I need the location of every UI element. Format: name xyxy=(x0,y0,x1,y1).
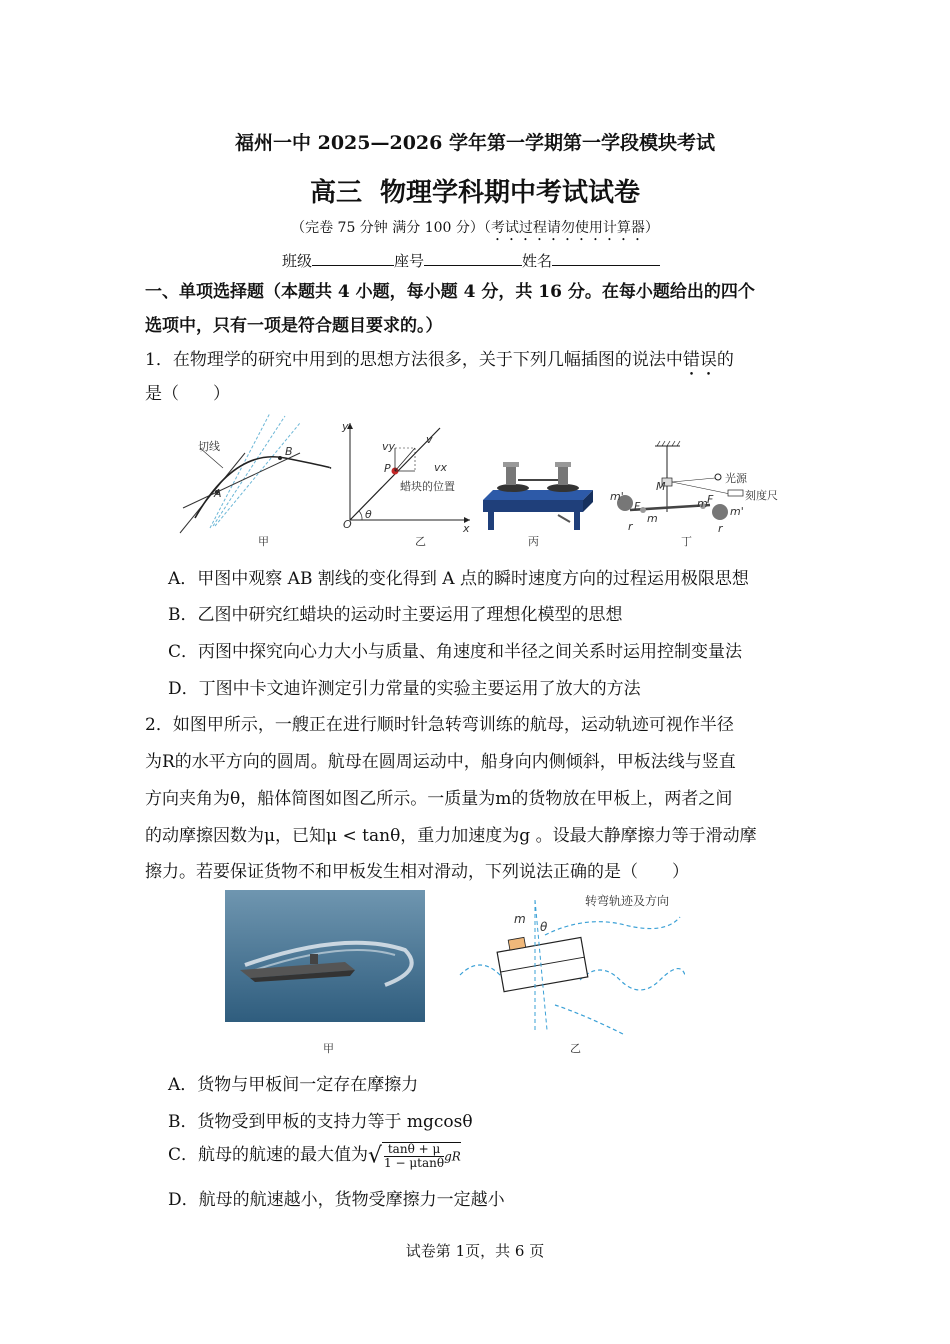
label-O: O xyxy=(343,518,352,531)
label-tangent: 切线 xyxy=(198,440,220,453)
label-F-right: F xyxy=(707,493,714,506)
q1-emphasis: 错误 xyxy=(682,350,717,370)
student-info-row xyxy=(282,250,660,271)
fraction-tail: gR xyxy=(444,1149,461,1163)
q2-stem-line5: 擦力。若要保证货物不和甲板发生相对滑动，下列说法正确的是（ ） xyxy=(145,862,689,882)
q2-label-m: m xyxy=(514,912,526,926)
page-title: 高三 物理学科期中考试试卷 xyxy=(309,178,641,208)
q1-figure-bing xyxy=(478,460,598,535)
calculator-note: （考试过程请勿使用计算器） xyxy=(483,220,659,236)
label-vx: vx xyxy=(434,461,448,474)
q1-option-b[interactable]: B．乙图中研究红蜡块的运动时主要运用了理想化模型的思想 xyxy=(168,605,623,625)
caption-jia: 甲 xyxy=(258,535,269,548)
label-M: M xyxy=(656,480,666,493)
q2-stem-line4: 的动摩擦因数为μ，已知μ < tanθ，重力加速度为g 。设最大静摩擦力等于滑动摩 xyxy=(145,826,757,846)
exam-info xyxy=(0,217,950,244)
q2-caption-jia: 甲 xyxy=(323,1042,334,1055)
caption-bing: 丙 xyxy=(528,535,539,548)
name-label: 姓名 xyxy=(522,252,553,270)
school-line: 福州一中 2025—2026 学年第一学期第一学段模块考试 xyxy=(235,132,715,154)
section-heading-line1: 一、单项选择题（本题共 4 小题，每小题 4 分，共 16 分。在每小题给出的四个 xyxy=(145,282,755,302)
label-y: y xyxy=(342,420,349,433)
q2-option-c[interactable] xyxy=(168,1140,461,1170)
q1-stem-tail: 的 xyxy=(716,350,734,370)
label-m-left: m xyxy=(647,512,658,525)
q2-option-b[interactable]: B．货物受到甲板的支持力等于 mgcosθ xyxy=(168,1112,473,1132)
label-scale: 刻度尺 xyxy=(745,489,778,502)
q1-option-c[interactable]: C．丙图中探究向心力大小与质量、角速度和半径之间关系时运用控制变量法 xyxy=(168,642,743,662)
label-P: P xyxy=(384,462,391,475)
label-r-left: r xyxy=(628,520,633,533)
caption-yi: 乙 xyxy=(415,535,426,548)
label-v: v xyxy=(426,433,433,446)
q2-option-c-text: C．航母的航速的最大值为 xyxy=(168,1145,369,1165)
sqrt-expression xyxy=(368,1142,461,1170)
q1-stem-line1 xyxy=(145,345,734,380)
class-blank[interactable] xyxy=(312,251,394,266)
q2-label-theta: θ xyxy=(540,920,548,934)
exam-duration: （完卷 75 分钟 满分 100 分） xyxy=(291,220,484,236)
q1-figure-yi xyxy=(340,418,475,533)
label-theta: θ xyxy=(365,508,372,521)
q1-option-d[interactable]: D．丁图中卡文迪许测定引力常量的实验主要运用了放大的方法 xyxy=(168,679,641,699)
label-B: B xyxy=(285,445,293,458)
label-wax-position: 蜡块的位置 xyxy=(400,480,455,493)
label-light-source: 光源 xyxy=(725,472,747,485)
label-A: A xyxy=(214,487,222,500)
q2-caption-yi: 乙 xyxy=(570,1042,581,1055)
label-m-prime-left: m' xyxy=(610,490,624,503)
label-x: x xyxy=(463,522,470,535)
q2-figure-jia-photo xyxy=(225,890,425,1022)
fraction xyxy=(384,1143,444,1170)
fraction-denominator: 1 − μtanθ xyxy=(384,1155,445,1170)
caption-ding: 丁 xyxy=(681,535,692,548)
name-blank[interactable] xyxy=(552,251,660,266)
q2-stem-line1: 2．如图甲所示，一艘正在进行顺时针急转弯训练的航母，运动轨迹可视作半径 xyxy=(145,715,734,735)
label-r-right: r xyxy=(718,522,723,535)
page-footer: 试卷第 1页，共 6 页 xyxy=(405,1242,545,1260)
q2-label-track: 转弯轨迹及方向 xyxy=(585,894,670,908)
label-m-right: m xyxy=(697,497,708,510)
seat-label: 座号 xyxy=(394,252,425,270)
q2-option-d[interactable]: D．航母的航速越小，货物受摩擦力一定越小 xyxy=(168,1190,505,1210)
fraction-numerator: tanθ + μ xyxy=(384,1143,444,1157)
label-vy: vy xyxy=(382,440,396,453)
q2-stem-line2: 为R的水平方向的圆周。航母在圆周运动中，船身向内侧倾斜，甲板法线与竖直 xyxy=(145,752,736,772)
q1-figure-jia xyxy=(175,408,335,548)
label-F-left: F xyxy=(634,500,641,513)
class-label: 班级 xyxy=(282,252,313,270)
label-m-prime-right: m' xyxy=(730,505,744,518)
section-heading-line2: 选项中，只有一项是符合题目要求的。） xyxy=(145,316,443,336)
seat-blank[interactable] xyxy=(424,251,522,266)
q1-stem-line2: 是（ ） xyxy=(145,384,230,404)
q2-stem-line3: 方向夹角为θ，船体简图如图乙所示。一质量为m的货物放在甲板上，两者之间 xyxy=(145,789,733,809)
sqrt-icon: √ xyxy=(368,1143,383,1168)
q1-option-a[interactable]: A．甲图中观察 AB 割线的变化得到 A 点的瞬时速度方向的过程运用极限思想 xyxy=(168,569,749,589)
q1-stem-text: 1．在物理学的研究中用到的思想方法很多，关于下列几幅插图的说法中 xyxy=(145,350,683,370)
q2-option-a[interactable]: A．货物与甲板间一定存在摩擦力 xyxy=(168,1075,419,1095)
q2-figure-yi xyxy=(455,895,685,1035)
